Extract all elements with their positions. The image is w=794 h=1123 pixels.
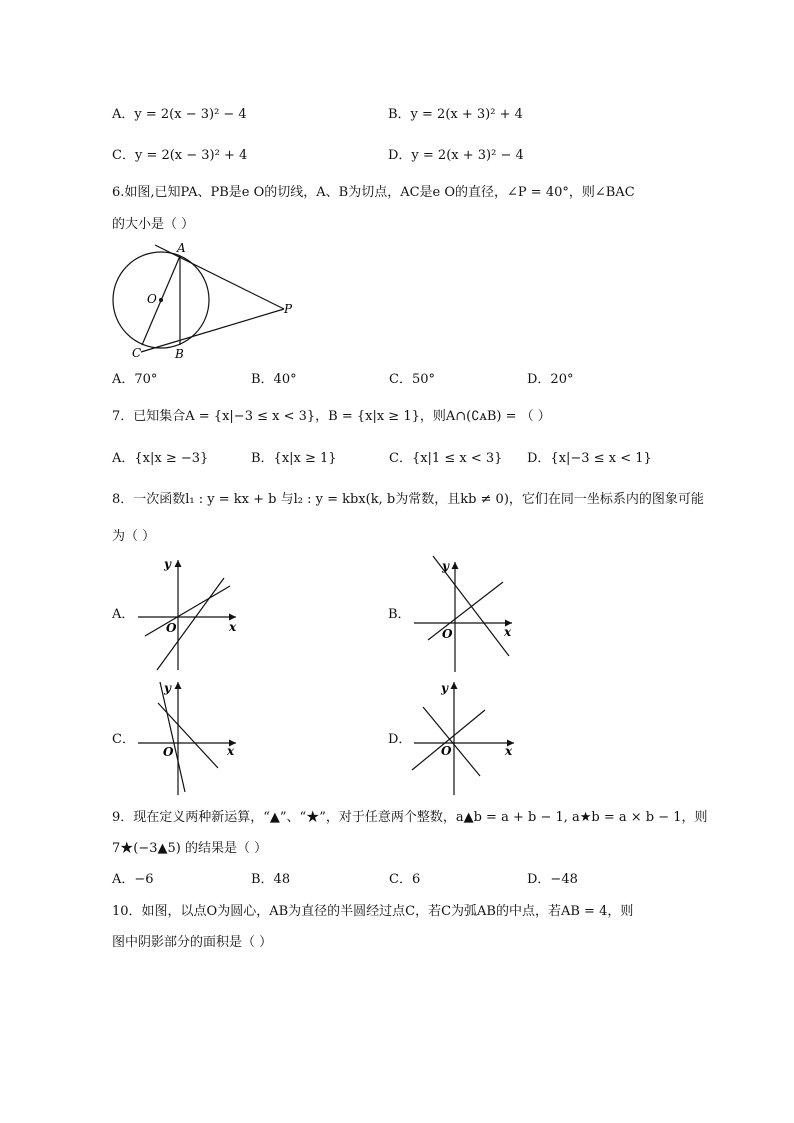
q7-option-c: C．{x|1 ≤ x < 3} <box>389 451 503 466</box>
q10-stem-line1: 10．如图，以点O为圆心，AB为直径的半圆经过点C，若C为弧AB的中点，若AB = 4，则 <box>112 904 634 919</box>
label-o: O <box>147 292 157 306</box>
q7-option-d: D．{x|−3 ≤ x < 1} <box>527 451 652 466</box>
q6-option-d: D．20° <box>527 372 574 387</box>
q7-option-a: A．{x|x ≥ −3} <box>112 451 209 466</box>
origin-label: O <box>442 627 453 641</box>
line-l1 <box>423 707 480 776</box>
q5-option-c: C．y = 2(x − 3)² + 4 <box>112 148 248 163</box>
q8-graph-d <box>405 676 520 801</box>
q9-option-b: B．48 <box>251 872 291 887</box>
q8-stem-line1: 8．一次函数l₁ : y = kx + b 与l₂ : y = kbx(k, b为常数，且kb ≠ 0)，它们在同一坐标系内的图象可能 <box>112 492 704 507</box>
x-label: x <box>227 744 235 758</box>
label-c: C <box>132 346 142 360</box>
q8-graph-b <box>405 552 520 677</box>
q9-option-d: D．−48 <box>527 872 578 887</box>
q8-stem-line2: 为（ ） <box>112 529 156 544</box>
q7-stem: 7．已知集合A = {x|−3 ≤ x < 3}，B = {x|x ≥ 1}，则A∩(∁ᴀB) = （ ） <box>112 409 551 424</box>
tangent-pa <box>155 245 284 309</box>
line-l2 <box>412 710 485 770</box>
origin-label: O <box>163 745 174 759</box>
label-b: B <box>175 347 184 361</box>
q8-option-d-label: D． <box>388 732 412 747</box>
label-p: P <box>284 302 293 316</box>
q6-option-b: B．40° <box>251 372 297 387</box>
y-label: y <box>442 559 449 573</box>
x-label: x <box>505 744 513 758</box>
q6-stem-line2: 的大小是（ ） <box>112 217 195 232</box>
x-label: x <box>504 625 512 639</box>
y-label: y <box>164 557 171 571</box>
line-l2 <box>428 582 503 640</box>
center-point-o <box>159 298 163 302</box>
y-label: y <box>164 681 171 695</box>
q9-stem-line2: 7★(−3▲5) 的结果是（ ） <box>112 841 268 856</box>
q5-option-a: A．y = 2(x − 3)² − 4 <box>112 107 247 122</box>
q9-stem-line1: 9．现在定义两种新运算，“▲”、“★”，对于任意两个整数，a▲b = a + b − 1, a★b = a × b − 1，则 <box>112 810 708 825</box>
q7-option-b: B．{x|x ≥ 1} <box>251 451 337 466</box>
q6-tangent-diagram <box>105 240 305 365</box>
q10-stem-line2: 图中阴影部分的面积是（ ） <box>112 935 273 950</box>
label-a: A <box>177 241 186 255</box>
q8-graph-a <box>130 552 245 677</box>
line-l2 <box>160 682 185 792</box>
origin-label: O <box>166 621 177 635</box>
q6-stem-line1: 6.如图,已知PA、PB是e O的切线，A、B为切点，AC是e O的直径，∠P = 40°，则∠BAC <box>112 185 635 200</box>
q8-option-b-label: B． <box>388 607 411 622</box>
q8-option-c-label: C． <box>112 732 135 747</box>
origin-label: O <box>441 744 452 758</box>
y-label: y <box>441 681 448 695</box>
q9-option-a: A．−6 <box>112 872 154 887</box>
tangent-pb <box>141 309 284 352</box>
x-label: x <box>229 620 237 634</box>
q6-option-c: C．50° <box>389 372 435 387</box>
q8-option-a-label: A． <box>112 607 135 622</box>
q9-option-c: C．6 <box>389 872 421 887</box>
q5-option-b: B．y = 2(x + 3)² + 4 <box>388 107 523 122</box>
q8-graph-c <box>130 676 245 801</box>
q5-option-d: D．y = 2(x + 3)² − 4 <box>388 148 524 163</box>
q6-option-a: A．70° <box>112 372 158 387</box>
